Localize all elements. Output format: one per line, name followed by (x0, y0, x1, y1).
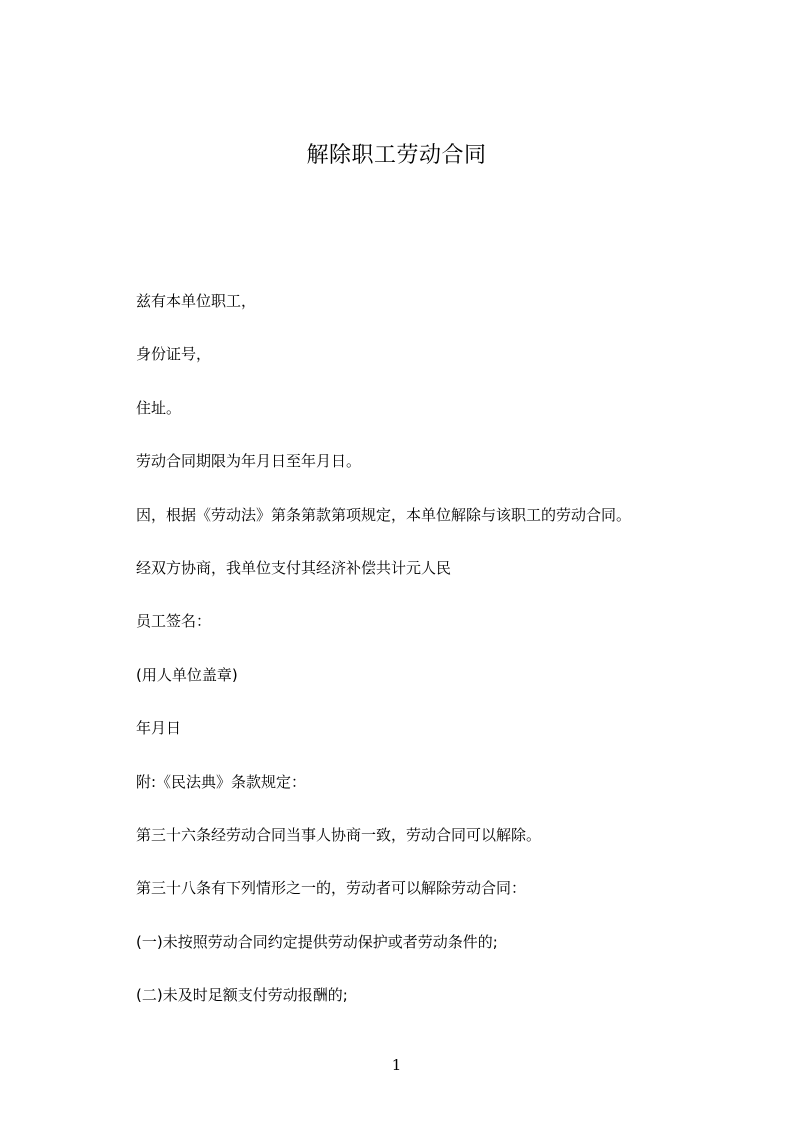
paragraph-contract-term: 劳动合同期限为年月日至年月日。 (136, 452, 362, 471)
document-title: 解除职工劳动合同 (306, 143, 487, 168)
date-line: 年月日 (136, 719, 182, 738)
paragraph-id-number: 身份证号， (136, 345, 212, 364)
paragraph-address: 住址。 (136, 398, 182, 417)
paragraph-termination-basis: 因，根据《劳动法》第条第款第项规定，本单位解除与该职工的劳动合同。 (136, 505, 632, 524)
article-38-item-1: (一)未按照劳动合同约定提供劳动保护或者劳动条件的; (136, 932, 498, 951)
paragraph-compensation: 经双方协商，我单位支付其经济补偿共计元人民 (136, 558, 452, 577)
paragraph-employee: 兹有本单位职工， (136, 292, 257, 310)
appendix-heading: 附:《民法典》条款规定： (136, 772, 307, 791)
employer-seal-label: (用人单位盖章) (136, 665, 238, 684)
article-38: 第三十八条有下列情形之一的，劳动者可以解除劳动合同： (136, 879, 527, 898)
employee-signature-label: 员工签名： (136, 612, 212, 631)
document-body (136, 288, 696, 1035)
article-36: 第三十六条经劳动合同当事人协商一致，劳动合同可以解除。 (136, 825, 542, 844)
article-38-item-2: (二)未及时足额支付劳动报酬的; (136, 986, 348, 1005)
page-number: 1 (391, 1056, 402, 1074)
